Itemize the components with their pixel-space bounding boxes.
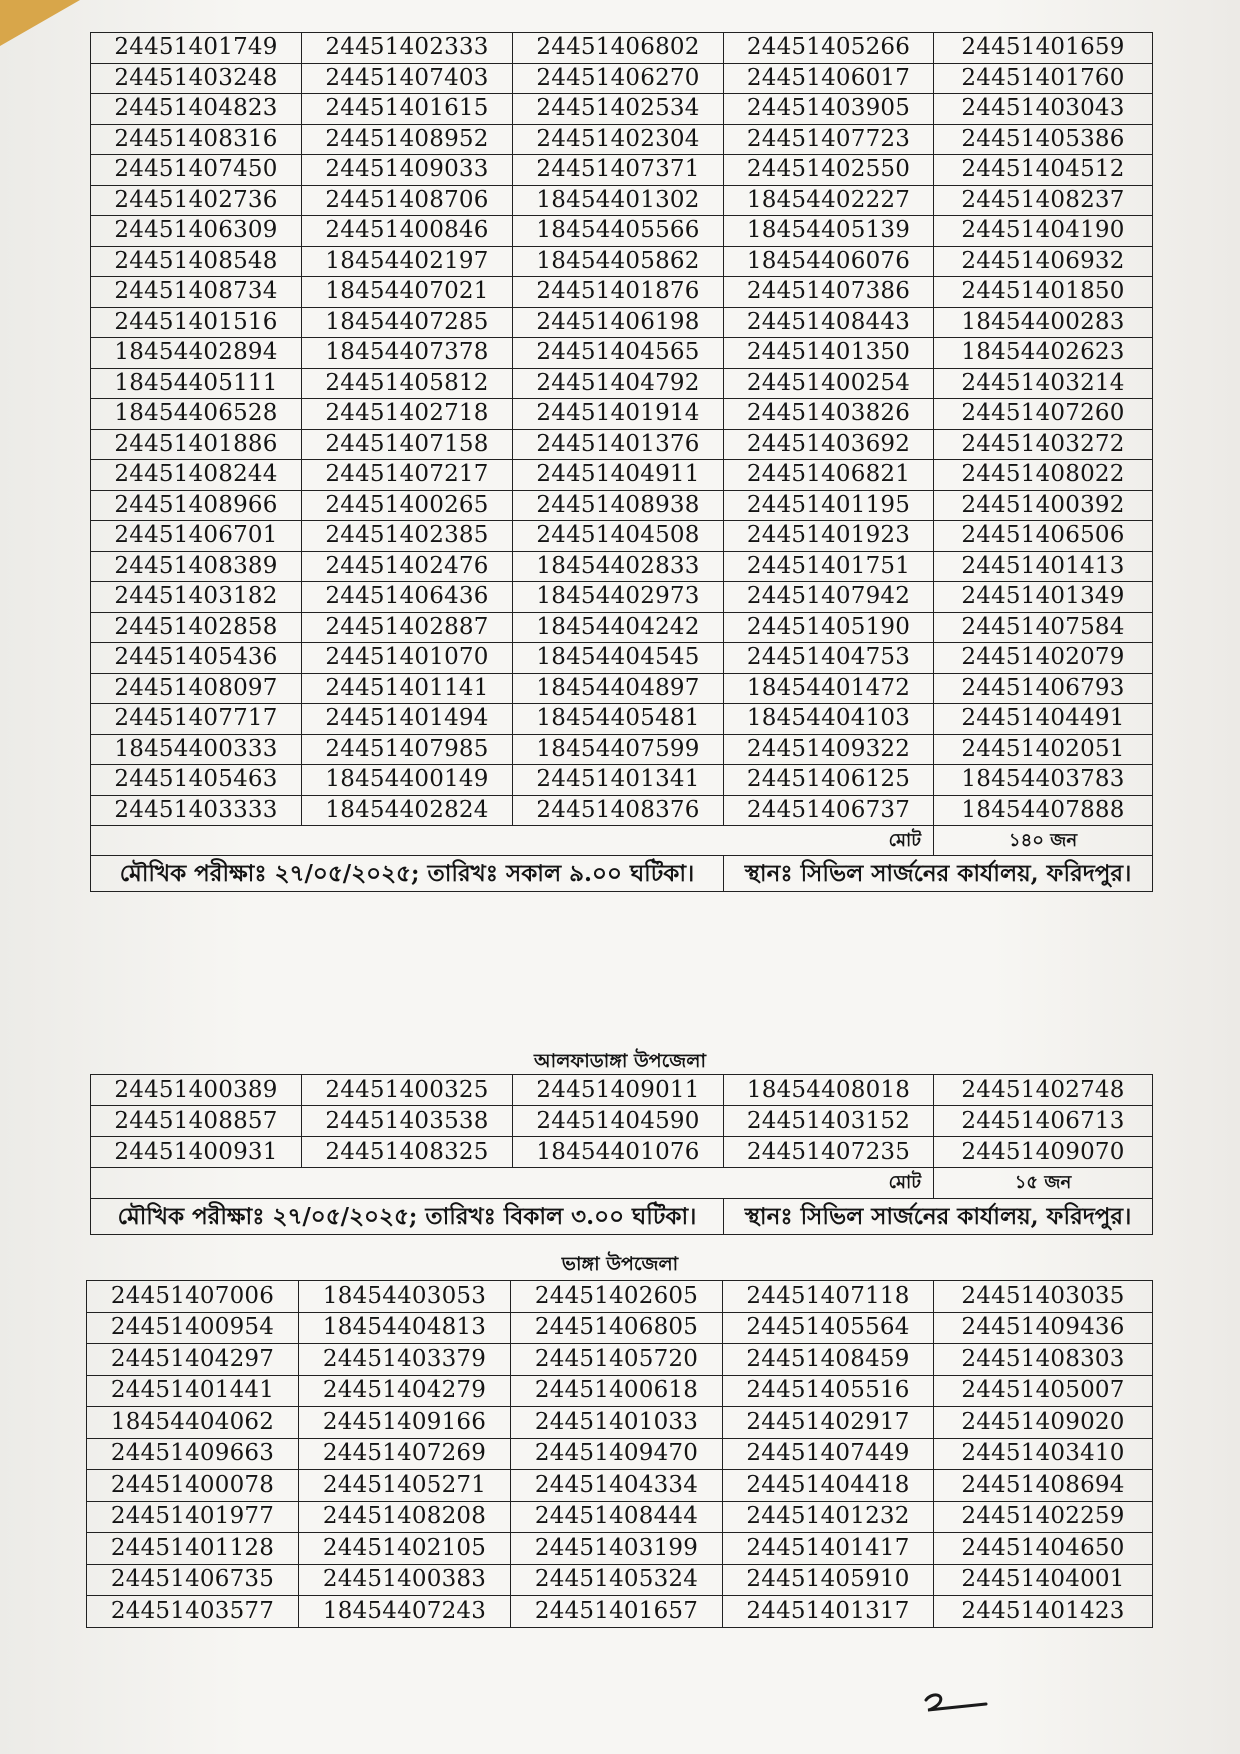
total-count: ১৪০ জন bbox=[934, 826, 1153, 856]
roll-number-cell: 18454405481 bbox=[513, 704, 724, 735]
roll-number-cell: 24451408303 bbox=[934, 1344, 1153, 1376]
roll-number-cell: 24451407260 bbox=[934, 399, 1153, 430]
roll-number-cell: 18454407285 bbox=[302, 307, 513, 338]
roll-number-cell: 18454402197 bbox=[302, 246, 513, 277]
roll-number-cell: 24451408325 bbox=[302, 1137, 513, 1168]
roll-number-cell: 24451406735 bbox=[87, 1564, 299, 1596]
roll-number-cell: 24451402550 bbox=[724, 155, 934, 186]
table-row bbox=[87, 1407, 1153, 1439]
roll-number-cell: 24451405007 bbox=[934, 1375, 1153, 1407]
roll-number-cell: 18454402824 bbox=[302, 795, 513, 826]
table-row bbox=[87, 1501, 1153, 1533]
roll-number-cell: 24451408459 bbox=[723, 1344, 934, 1376]
table-row bbox=[91, 246, 1153, 277]
roll-number-cell: 24451405564 bbox=[723, 1312, 934, 1344]
exam-info-row bbox=[91, 856, 1153, 892]
roll-number-cell: 24451401232 bbox=[723, 1501, 934, 1533]
roll-number-cell: 24451403182 bbox=[91, 582, 302, 613]
roll-number-cell: 24451404334 bbox=[511, 1470, 723, 1502]
table-row bbox=[91, 582, 1153, 613]
roll-number-cell: 18454407599 bbox=[513, 734, 724, 765]
roll-number-cell: 24451403043 bbox=[934, 94, 1153, 125]
roll-number-cell: 24451408022 bbox=[934, 460, 1153, 491]
roll-number-cell: 24451404590 bbox=[513, 1106, 724, 1137]
table-row bbox=[91, 551, 1153, 582]
roll-number-cell: 24451408966 bbox=[91, 490, 302, 521]
roll-number-cell: 24451403410 bbox=[934, 1438, 1153, 1470]
roll-number-cell: 24451401349 bbox=[934, 582, 1153, 613]
roll-number-cell: 24451403379 bbox=[299, 1344, 511, 1376]
roll-number-cell: 18454400283 bbox=[934, 307, 1153, 338]
roll-number-cell: 24451402304 bbox=[513, 124, 724, 155]
roll-number-cell: 24451406436 bbox=[302, 582, 513, 613]
roll-number-cell: 24451401914 bbox=[513, 399, 724, 430]
roll-number-cell: 24451401615 bbox=[302, 94, 513, 125]
roll-number-cell: 18454405111 bbox=[91, 368, 302, 399]
roll-number-cell: 24451400846 bbox=[302, 216, 513, 247]
roll-number-cell: 24451401441 bbox=[87, 1375, 299, 1407]
roll-number-cell: 24451407118 bbox=[723, 1281, 934, 1313]
table-row bbox=[91, 94, 1153, 125]
roll-number-cell: 24451406270 bbox=[513, 63, 724, 94]
roll-number-cell: 24451405190 bbox=[724, 612, 934, 643]
roll-number-cell: 18454408018 bbox=[724, 1075, 934, 1106]
roll-number-cell: 24451401850 bbox=[934, 277, 1153, 308]
roll-number-cell: 18454402973 bbox=[513, 582, 724, 613]
section-heading-alfadanga: আলফাডাঙ্গা উপজেলা bbox=[534, 1050, 706, 1072]
roll-number-cell: 24451404508 bbox=[513, 521, 724, 552]
roll-number-cell: 24451407217 bbox=[302, 460, 513, 491]
roll-number-cell: 18454407888 bbox=[934, 795, 1153, 826]
roll-number-cell: 24451402605 bbox=[511, 1281, 723, 1313]
roll-number-cell: 24451400392 bbox=[934, 490, 1153, 521]
roll-number-cell: 18454404545 bbox=[513, 643, 724, 674]
roll-number-cell: 18454405566 bbox=[513, 216, 724, 247]
roll-number-cell: 24451401886 bbox=[91, 429, 302, 460]
roll-number-cell: 24451408952 bbox=[302, 124, 513, 155]
page-number-mark bbox=[922, 1690, 992, 1714]
total-label: মোট bbox=[91, 826, 934, 856]
roll-number-cell: 24451400931 bbox=[91, 1137, 302, 1168]
roll-number-cell: 24451406737 bbox=[724, 795, 934, 826]
roll-number-cell: 24451407717 bbox=[91, 704, 302, 735]
roll-number-cell: 18454404062 bbox=[87, 1407, 299, 1439]
roll-number-cell: 18454405139 bbox=[724, 216, 934, 247]
roll-number-cell: 24451403199 bbox=[511, 1533, 723, 1565]
roll-number-cell: 18454407243 bbox=[299, 1596, 511, 1628]
roll-number-cell: 18454401076 bbox=[513, 1137, 724, 1168]
roll-number-cell: 24451407386 bbox=[724, 277, 934, 308]
roll-number-cell: 24451409322 bbox=[724, 734, 934, 765]
roll-number-cell: 24451409436 bbox=[934, 1312, 1153, 1344]
roll-number-cell: 18454400149 bbox=[302, 765, 513, 796]
roll-number-cell: 18454402623 bbox=[934, 338, 1153, 369]
roll-number-cell: 24451403538 bbox=[302, 1106, 513, 1137]
roll-number-cell: 24451400325 bbox=[302, 1075, 513, 1106]
roll-number-cell: 24451408938 bbox=[513, 490, 724, 521]
roll-number-cell: 24451407403 bbox=[302, 63, 513, 94]
roll-number-cell: 24451406802 bbox=[513, 33, 724, 64]
roll-number-cell: 18454404813 bbox=[299, 1312, 511, 1344]
table-row bbox=[87, 1438, 1153, 1470]
roll-number-cell: 24451409470 bbox=[511, 1438, 723, 1470]
roll-number-cell: 24451405266 bbox=[724, 33, 934, 64]
roll-number-cell: 24451403577 bbox=[87, 1596, 299, 1628]
roll-number-cell: 24451401195 bbox=[724, 490, 934, 521]
total-row bbox=[91, 1168, 1153, 1199]
roll-number-cell: 24451408376 bbox=[513, 795, 724, 826]
roll-number-cell: 24451402333 bbox=[302, 33, 513, 64]
table-row bbox=[87, 1281, 1153, 1313]
roll-number-cell: 24451406932 bbox=[934, 246, 1153, 277]
table-row bbox=[91, 795, 1153, 826]
table-row bbox=[91, 338, 1153, 369]
roll-number-cell: 24451408706 bbox=[302, 185, 513, 216]
roll-number-cell: 18454403053 bbox=[299, 1281, 511, 1313]
table-row bbox=[87, 1470, 1153, 1502]
roll-number-cell: 24451401749 bbox=[91, 33, 302, 64]
total-count: ১৫ জন bbox=[934, 1168, 1153, 1199]
table-row bbox=[87, 1596, 1153, 1628]
table-row bbox=[87, 1533, 1153, 1565]
exam-date-note: মৌখিক পরীক্ষাঃ ২৭/০৫/২০২৫; তারিখঃ বিকাল ৩.০০ ঘটিকা। bbox=[91, 1199, 724, 1235]
candidate-table-section-2 bbox=[90, 1074, 1153, 1235]
roll-number-cell: 24451402887 bbox=[302, 612, 513, 643]
roll-number-cell: 24451408208 bbox=[299, 1501, 511, 1533]
exam-info-row bbox=[91, 1199, 1153, 1235]
roll-number-cell: 24451402858 bbox=[91, 612, 302, 643]
roll-number-cell: 24451401341 bbox=[513, 765, 724, 796]
roll-number-cell: 24451404297 bbox=[87, 1344, 299, 1376]
roll-number-cell: 24451406125 bbox=[724, 765, 934, 796]
roll-number-cell: 24451409070 bbox=[934, 1137, 1153, 1168]
roll-number-cell: 24451408237 bbox=[934, 185, 1153, 216]
roll-number-cell: 24451407235 bbox=[724, 1137, 934, 1168]
table-row bbox=[91, 185, 1153, 216]
roll-number-cell: 24451404753 bbox=[724, 643, 934, 674]
roll-number-cell: 24451401423 bbox=[934, 1596, 1153, 1628]
roll-number-cell: 24451408857 bbox=[91, 1106, 302, 1137]
roll-number-cell: 24451401128 bbox=[87, 1533, 299, 1565]
roll-number-cell: 24451405386 bbox=[934, 124, 1153, 155]
table-row bbox=[91, 765, 1153, 796]
roll-number-cell: 24451409011 bbox=[513, 1075, 724, 1106]
roll-number-cell: 18454401302 bbox=[513, 185, 724, 216]
roll-number-cell: 24451405516 bbox=[723, 1375, 934, 1407]
roll-number-cell: 24451408443 bbox=[724, 307, 934, 338]
roll-number-cell: 18454402227 bbox=[724, 185, 934, 216]
roll-number-cell: 24451404190 bbox=[934, 216, 1153, 247]
table-row bbox=[91, 612, 1153, 643]
roll-number-cell: 24451401659 bbox=[934, 33, 1153, 64]
roll-number-cell: 24451407584 bbox=[934, 612, 1153, 643]
total-label: মোট bbox=[91, 1168, 934, 1199]
table-row bbox=[91, 673, 1153, 704]
candidate-table-section-1 bbox=[90, 32, 1153, 892]
roll-number-cell: 24451403035 bbox=[934, 1281, 1153, 1313]
roll-number-cell: 24451403214 bbox=[934, 368, 1153, 399]
section-heading-bhanga: ভাঙ্গা উপজেলা bbox=[561, 1253, 679, 1275]
roll-number-cell: 18454407378 bbox=[302, 338, 513, 369]
table-row bbox=[87, 1375, 1153, 1407]
roll-number-cell: 24451402534 bbox=[513, 94, 724, 125]
roll-number-cell: 24451404792 bbox=[513, 368, 724, 399]
roll-number-cell: 24451403152 bbox=[724, 1106, 934, 1137]
table-row bbox=[87, 1312, 1153, 1344]
roll-number-cell: 24451402259 bbox=[934, 1501, 1153, 1533]
roll-number-cell: 18454407021 bbox=[302, 277, 513, 308]
roll-number-cell: 24451408389 bbox=[91, 551, 302, 582]
roll-number-cell: 24451401751 bbox=[724, 551, 934, 582]
roll-number-cell: 24451401923 bbox=[724, 521, 934, 552]
roll-number-cell: 24451402476 bbox=[302, 551, 513, 582]
roll-number-cell: 24451401876 bbox=[513, 277, 724, 308]
roll-number-cell: 24451407158 bbox=[302, 429, 513, 460]
roll-number-cell: 24451405436 bbox=[91, 643, 302, 674]
table-row bbox=[91, 124, 1153, 155]
roll-number-cell: 24451401413 bbox=[934, 551, 1153, 582]
roll-number-cell: 24451405720 bbox=[511, 1344, 723, 1376]
roll-number-cell: 18454406528 bbox=[91, 399, 302, 430]
roll-number-cell: 24451406309 bbox=[91, 216, 302, 247]
roll-number-cell: 24451401760 bbox=[934, 63, 1153, 94]
table-row bbox=[91, 155, 1153, 186]
roll-number-cell: 24451403692 bbox=[724, 429, 934, 460]
roll-number-cell: 24451403272 bbox=[934, 429, 1153, 460]
roll-number-cell: 24451406198 bbox=[513, 307, 724, 338]
table-row bbox=[91, 33, 1153, 64]
roll-number-cell: 24451402079 bbox=[934, 643, 1153, 674]
roll-number-cell: 24451400954 bbox=[87, 1312, 299, 1344]
roll-number-cell: 18454404103 bbox=[724, 704, 934, 735]
candidate-table-section-3 bbox=[86, 1280, 1153, 1628]
roll-number-cell: 24451401494 bbox=[302, 704, 513, 735]
roll-number-cell: 24451400078 bbox=[87, 1470, 299, 1502]
roll-number-cell: 18454402894 bbox=[91, 338, 302, 369]
roll-number-cell: 24451407942 bbox=[724, 582, 934, 613]
roll-number-cell: 24451401070 bbox=[302, 643, 513, 674]
roll-number-cell: 24451403826 bbox=[724, 399, 934, 430]
roll-number-cell: 24451404512 bbox=[934, 155, 1153, 186]
roll-number-cell: 24451409020 bbox=[934, 1407, 1153, 1439]
roll-number-cell: 24451407450 bbox=[91, 155, 302, 186]
roll-number-cell: 24451401350 bbox=[724, 338, 934, 369]
table-row bbox=[91, 1137, 1153, 1168]
roll-number-cell: 24451407449 bbox=[723, 1438, 934, 1470]
table-row bbox=[91, 1075, 1153, 1106]
roll-number-cell: 24451404823 bbox=[91, 94, 302, 125]
table-row bbox=[91, 368, 1153, 399]
roll-number-cell: 24451407371 bbox=[513, 155, 724, 186]
roll-number-cell: 18454404897 bbox=[513, 673, 724, 704]
roll-number-cell: 24451401376 bbox=[513, 429, 724, 460]
roll-number-cell: 24451409033 bbox=[302, 155, 513, 186]
roll-number-cell: 24451400383 bbox=[299, 1564, 511, 1596]
roll-number-cell: 18454402833 bbox=[513, 551, 724, 582]
roll-number-cell: 18454406076 bbox=[724, 246, 934, 277]
table-row bbox=[91, 460, 1153, 491]
roll-number-cell: 24451404001 bbox=[934, 1564, 1153, 1596]
roll-number-cell: 24451405463 bbox=[91, 765, 302, 796]
roll-number-cell: 24451400254 bbox=[724, 368, 934, 399]
roll-number-cell: 18454405862 bbox=[513, 246, 724, 277]
roll-number-cell: 24451406701 bbox=[91, 521, 302, 552]
roll-number-cell: 24451402105 bbox=[299, 1533, 511, 1565]
roll-number-cell: 24451402748 bbox=[934, 1075, 1153, 1106]
roll-number-cell: 24451404565 bbox=[513, 338, 724, 369]
roll-number-cell: 24451406017 bbox=[724, 63, 934, 94]
roll-number-cell: 24451403905 bbox=[724, 94, 934, 125]
roll-number-cell: 24451402917 bbox=[723, 1407, 934, 1439]
roll-number-cell: 24451408097 bbox=[91, 673, 302, 704]
venue-note: স্থানঃ সিভিল সার্জনের কার্যালয়, ফরিদপুর। bbox=[724, 1199, 1153, 1235]
roll-number-cell: 24451404911 bbox=[513, 460, 724, 491]
table-row bbox=[91, 63, 1153, 94]
table-row bbox=[91, 734, 1153, 765]
roll-number-cell: 24451407269 bbox=[299, 1438, 511, 1470]
roll-number-cell: 24451404418 bbox=[723, 1470, 934, 1502]
table-row bbox=[91, 521, 1153, 552]
roll-number-cell: 24451408694 bbox=[934, 1470, 1153, 1502]
roll-number-cell: 24451405812 bbox=[302, 368, 513, 399]
table-row bbox=[91, 643, 1153, 674]
roll-number-cell: 24451401417 bbox=[723, 1533, 934, 1565]
roll-number-cell: 24451408548 bbox=[91, 246, 302, 277]
roll-number-cell: 24451406713 bbox=[934, 1106, 1153, 1137]
table-row bbox=[91, 704, 1153, 735]
roll-number-cell: 24451409663 bbox=[87, 1438, 299, 1470]
roll-number-cell: 24451401317 bbox=[723, 1596, 934, 1628]
roll-number-cell: 24451404491 bbox=[934, 704, 1153, 735]
roll-number-cell: 24451403248 bbox=[91, 63, 302, 94]
roll-number-cell: 24451404279 bbox=[299, 1375, 511, 1407]
corner-fold-mark bbox=[0, 0, 80, 46]
roll-number-cell: 18454404242 bbox=[513, 612, 724, 643]
roll-number-cell: 18454400333 bbox=[91, 734, 302, 765]
roll-number-cell: 18454401472 bbox=[724, 673, 934, 704]
exam-date-note: মৌখিক পরীক্ষাঃ ২৭/০৫/২০২৫; তারিখঃ সকাল ৯.০০ ঘটিকা। bbox=[91, 856, 724, 892]
roll-number-cell: 24451402718 bbox=[302, 399, 513, 430]
venue-note: স্থানঃ সিভিল সার্জনের কার্যালয়, ফরিদপুর। bbox=[724, 856, 1153, 892]
roll-number-cell: 24451406805 bbox=[511, 1312, 723, 1344]
table-row bbox=[87, 1344, 1153, 1376]
roll-number-cell: 24451405910 bbox=[723, 1564, 934, 1596]
table-row bbox=[91, 216, 1153, 247]
roll-number-cell: 18454403783 bbox=[934, 765, 1153, 796]
roll-number-cell: 24451406821 bbox=[724, 460, 934, 491]
table-row bbox=[91, 277, 1153, 308]
roll-number-cell: 24451402736 bbox=[91, 185, 302, 216]
roll-number-cell: 24451401033 bbox=[511, 1407, 723, 1439]
roll-number-cell: 24451406793 bbox=[934, 673, 1153, 704]
table-row bbox=[91, 490, 1153, 521]
roll-number-cell: 24451407723 bbox=[724, 124, 934, 155]
roll-number-cell: 24451401141 bbox=[302, 673, 513, 704]
table-row bbox=[91, 307, 1153, 338]
roll-number-cell: 24451408316 bbox=[91, 124, 302, 155]
roll-number-cell: 24451406506 bbox=[934, 521, 1153, 552]
roll-number-cell: 24451400389 bbox=[91, 1075, 302, 1106]
roll-number-cell: 24451405324 bbox=[511, 1564, 723, 1596]
roll-number-cell: 24451401977 bbox=[87, 1501, 299, 1533]
roll-number-cell: 24451400265 bbox=[302, 490, 513, 521]
roll-number-cell: 24451409166 bbox=[299, 1407, 511, 1439]
roll-number-cell: 24451401657 bbox=[511, 1596, 723, 1628]
roll-number-cell: 24451408244 bbox=[91, 460, 302, 491]
roll-number-cell: 24451402051 bbox=[934, 734, 1153, 765]
table-row bbox=[91, 429, 1153, 460]
roll-number-cell: 24451401516 bbox=[91, 307, 302, 338]
roll-number-cell: 24451405271 bbox=[299, 1470, 511, 1502]
table-row bbox=[91, 399, 1153, 430]
roll-number-cell: 24451404650 bbox=[934, 1533, 1153, 1565]
roll-number-cell: 24451402385 bbox=[302, 521, 513, 552]
roll-number-cell: 24451407006 bbox=[87, 1281, 299, 1313]
roll-number-cell: 24451408734 bbox=[91, 277, 302, 308]
total-row bbox=[91, 826, 1153, 856]
roll-number-cell: 24451408444 bbox=[511, 1501, 723, 1533]
table-row bbox=[91, 1106, 1153, 1137]
roll-number-cell: 24451400618 bbox=[511, 1375, 723, 1407]
roll-number-cell: 24451403333 bbox=[91, 795, 302, 826]
table-row bbox=[87, 1564, 1153, 1596]
roll-number-cell: 24451407985 bbox=[302, 734, 513, 765]
